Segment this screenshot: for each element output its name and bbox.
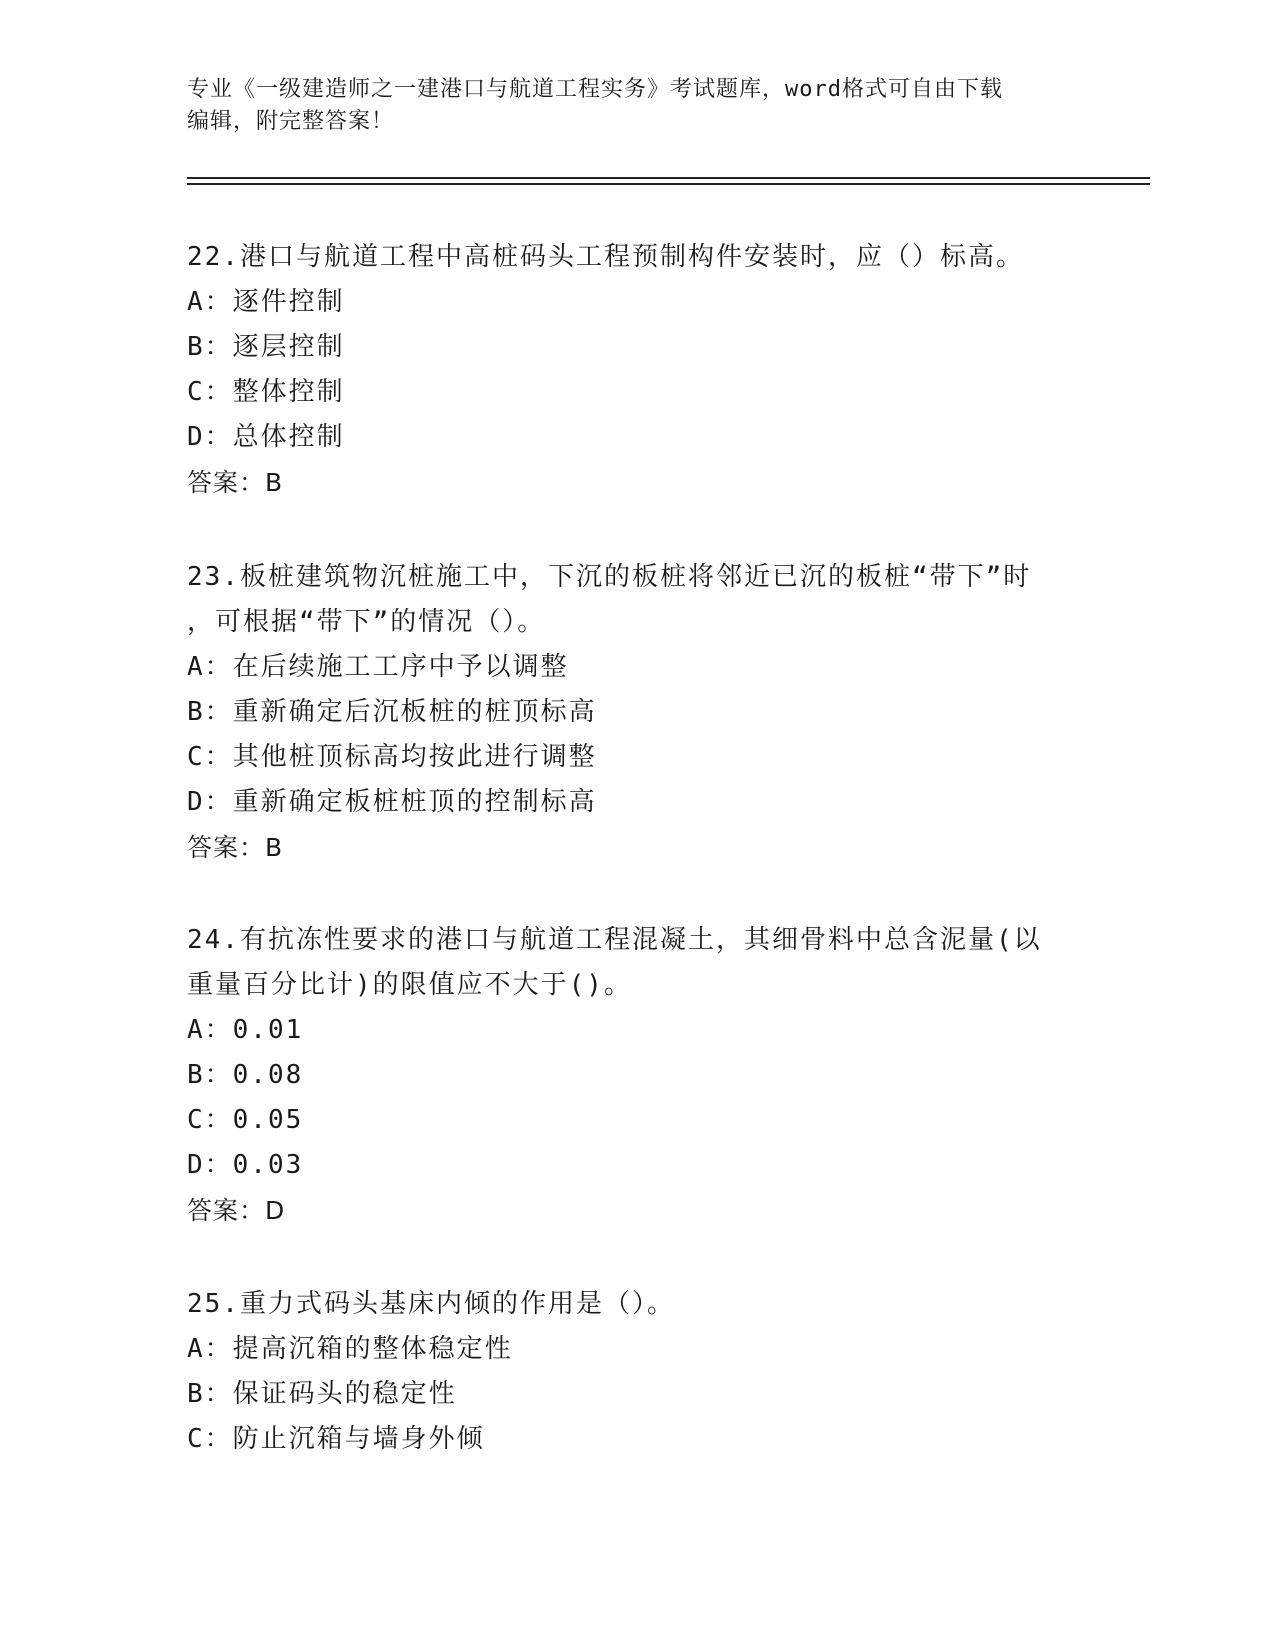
question-stem: 25.重力式码头基床内倾的作用是（）。: [187, 1289, 675, 1319]
option-b: B：重新确定后沉板桩的桩顶标高: [187, 697, 597, 727]
question-22: [187, 235, 1087, 505]
option-c: C：其他桩顶标高均按此进行调整: [187, 742, 597, 772]
header-divider-bottom: [187, 183, 1150, 185]
option-a: A：逐件控制: [187, 287, 345, 317]
question-stem-line-2: 重量百分比计)的限值应不大于()。: [187, 970, 632, 1000]
answer-line: 答案：B: [187, 833, 284, 862]
option-c: C：0.05: [187, 1105, 304, 1135]
header-intro-line-2: 编辑，附完整答案！: [187, 109, 395, 134]
option-c: C：防止沉箱与墙身外倾: [187, 1424, 485, 1454]
option-a: A：在后续施工工序中予以调整: [187, 652, 569, 682]
option-a: A：提高沉箱的整体稳定性: [187, 1334, 513, 1364]
question-24: [187, 918, 1087, 1233]
option-d: D：0.03: [187, 1150, 304, 1180]
option-c: C：整体控制: [187, 377, 345, 407]
answer-line: 答案：B: [187, 468, 284, 497]
option-b: B：逐层控制: [187, 332, 345, 362]
document-header: [187, 74, 1087, 138]
question-stem: 22.港口与航道工程中高桩码头工程预制构件安装时，应（）标高。: [187, 242, 1024, 272]
header-divider-top: [187, 177, 1150, 179]
header-intro-line-1: 专业《一级建造师之一建港口与航道工程实务》考试题库，word格式可自由下载: [187, 77, 1003, 102]
option-b: B：保证码头的稳定性: [187, 1379, 457, 1409]
option-b: B：0.08: [187, 1060, 304, 1090]
answer-line: 答案：D: [187, 1196, 286, 1225]
option-d: D：总体控制: [187, 422, 345, 452]
question-23: [187, 555, 1087, 870]
question-stem-line-1: 23.板桩建筑物沉桩施工中，下沉的板桩将邻近已沉的板桩“带下”时: [187, 562, 1032, 592]
question-stem-line-2: ，可根据“带下”的情况（）。: [187, 607, 546, 637]
option-a: A：0.01: [187, 1015, 304, 1045]
option-d: D：重新确定板桩桩顶的控制标高: [187, 787, 597, 817]
question-stem-line-1: 24.有抗冻性要求的港口与航道工程混凝土，其细骨料中总含泥量(以: [187, 925, 1042, 955]
question-25: [187, 1282, 1087, 1462]
